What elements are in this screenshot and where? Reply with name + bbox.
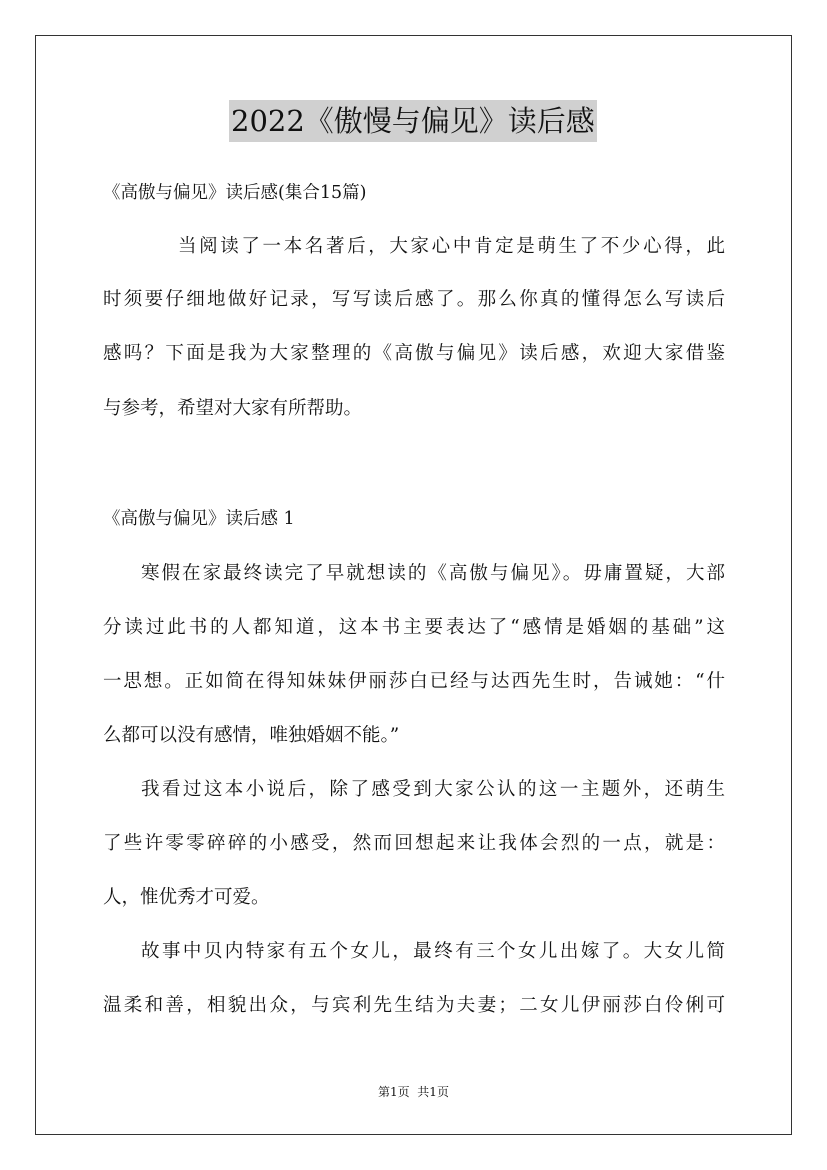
intro-line-3: 感吗？下面是我为大家整理的《高傲与偏见》读后感，欢迎大家借鉴: [103, 343, 725, 364]
paragraph3-line-1: 故事中贝内特家有五个女儿，最终有三个女儿出嫁了。大女儿简: [141, 941, 725, 962]
paragraph2-line-2: 了些许零零碎碎的小感受，然而回想起来让我体会烈的一点，就是：: [103, 833, 725, 854]
paragraph1-line-4: 么都可以没有感情，唯独婚姻不能。”: [103, 725, 400, 746]
section-heading: 《高傲与偏见》读后感 1: [103, 509, 295, 529]
intro-line-4: 与参考，希望对大家有所帮助。: [103, 398, 363, 419]
document-title: 2022《傲慢与偏见》读后感: [229, 100, 597, 142]
document-subtitle: 《高傲与偏见》读后感(集合15篇): [103, 183, 367, 203]
paragraph2-line-3: 人，惟优秀才可爱。: [103, 887, 270, 908]
intro-line-1: 当阅读了一本名著后，大家心中肯定是萌生了不少心得，此: [178, 236, 725, 257]
paragraph3-line-2: 温柔和善，相貌出众，与宾利先生结为夫妻；二女儿伊丽莎白伶俐可: [103, 995, 725, 1016]
paragraph1-line-3: 一思想。正如简在得知妹妹伊丽莎白已经与达西先生时，告诫她：“什: [103, 671, 725, 692]
page-footer: 第1页 共1页: [378, 1085, 449, 1099]
paragraph1-line-2: 分读过此书的人都知道，这本书主要表达了“感情是婚姻的基础”这: [103, 617, 725, 638]
intro-line-2: 时须要仔细地做好记录，写写读后感了。那么你真的懂得怎么写读后: [103, 289, 725, 310]
paragraph2-line-1: 我看过这本小说后，除了感受到大家公认的这一主题外，还萌生: [141, 779, 725, 800]
paragraph1-line-1: 寒假在家最终读完了早就想读的《高傲与偏见》。毋庸置疑，大部: [141, 563, 725, 584]
